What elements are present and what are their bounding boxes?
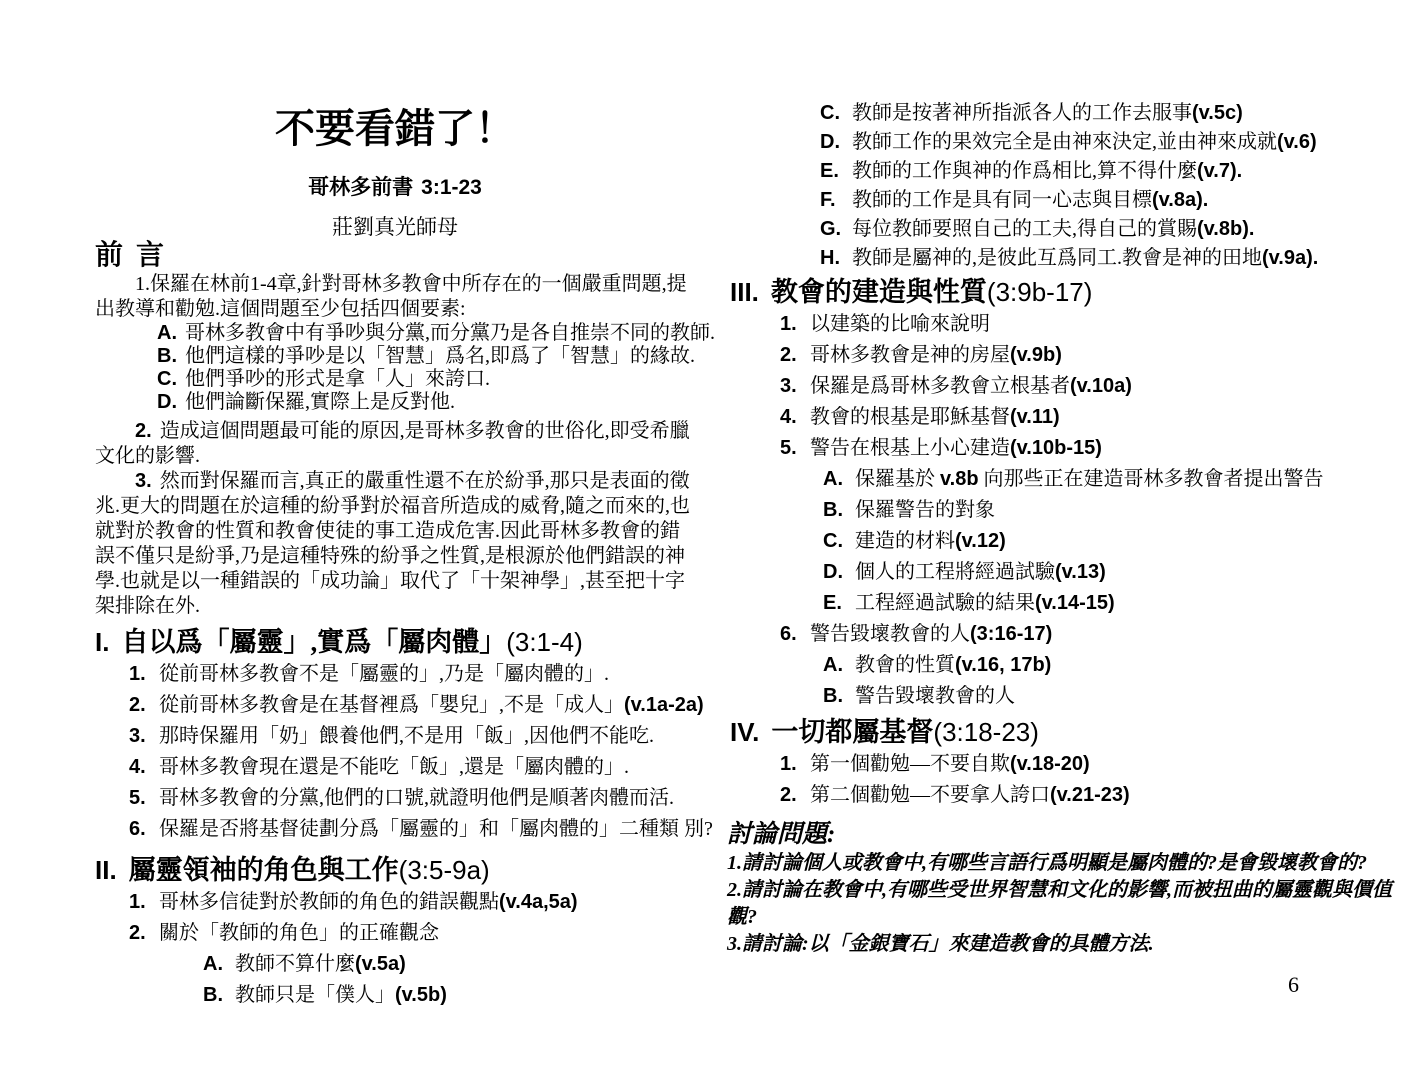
list-item — [95, 787, 695, 809]
list-subitem — [95, 953, 695, 975]
item-text: 建造的材料 — [855, 530, 955, 552]
section-ref: (3:5-9a) — [398, 855, 490, 885]
item-label: 3. — [780, 375, 797, 397]
verse-ref: (v.1a-2a) — [624, 694, 704, 716]
section-ref: (3:9b-17) — [986, 277, 1093, 307]
section-3-list — [727, 313, 1405, 459]
list-subitem — [727, 685, 1405, 707]
list-item — [727, 344, 1405, 366]
discussion-question-2: 2.請討論在教會中,有哪些受世界智慧和文化的影響,而被扭曲的屬靈觀與價值觀? — [727, 879, 1392, 928]
list-item — [727, 313, 1405, 335]
page-number: 6 — [1288, 972, 1299, 997]
item-text: 教師不算什麼 — [235, 953, 355, 975]
section-3-sublist-5 — [727, 468, 1405, 614]
verse-ref: (v.10a) — [1070, 375, 1132, 397]
item-label: C. — [823, 530, 843, 552]
section-3-sublist-6 — [727, 654, 1405, 707]
preface-paragraph-3 — [95, 469, 695, 619]
verse-ref: (v.11) — [1010, 406, 1060, 428]
list-item — [727, 784, 1405, 806]
section-numeral: III. — [730, 277, 759, 307]
list-item — [727, 406, 1405, 428]
list-item — [95, 818, 713, 840]
item-label: D. — [823, 561, 843, 583]
item-label: G. — [820, 218, 842, 240]
item-text: 關於「教師的角色」的正確觀念 — [159, 922, 439, 944]
verse-ref: (v.12) — [955, 530, 1006, 552]
item-label: 4. — [780, 406, 797, 428]
item-label: A. — [203, 953, 223, 975]
section-title: 自以爲「屬靈」,實爲「屬肉體」 — [121, 627, 507, 657]
section-numeral: IV. — [730, 717, 760, 747]
verse-ref: (v.4a,5a) — [499, 891, 578, 913]
item-label: A. — [823, 468, 843, 490]
item-text: 教師工作的果效完全是由神來決定,並由神來成就 — [852, 131, 1277, 153]
item-text: 從前哥林多教會不是「屬靈的」,乃是「屬肉體的」. — [159, 663, 609, 685]
item-text: 以建築的比喻來說明 — [810, 313, 990, 335]
item-label: 1. — [129, 663, 146, 685]
item-text: 保羅是爲哥林多教會立根基者 — [810, 375, 1070, 397]
section-2-heading — [95, 854, 695, 886]
verse-ref: (v.21-23) — [1050, 784, 1130, 806]
section-1-heading — [95, 626, 695, 658]
item-text: 哥林多教會的分黨,他們的口號,就證明他們是順著肉體而活. — [159, 787, 674, 809]
list-subitem — [727, 189, 1405, 211]
list-subitem — [727, 468, 1405, 490]
item-label: B. — [823, 499, 843, 521]
item-text-pre: 保羅基於 — [855, 468, 940, 490]
item-label: 5. — [780, 437, 797, 459]
item-label: C. — [157, 368, 177, 390]
verse-ref: (v.10b-15) — [1010, 437, 1102, 459]
list-subitem — [727, 592, 1405, 614]
verse-ref: v.8b — [940, 468, 979, 490]
item-text: 教師的工作與神的作爲相比,算不得什麼 — [852, 160, 1197, 182]
section-4-heading — [727, 716, 1405, 748]
section-4-list — [727, 753, 1405, 806]
list-subitem — [727, 530, 1405, 552]
discussion-question-3: 3.請討論:以「金銀寶石」來建造教會的具體方法. — [727, 933, 1154, 955]
item-label: 2. — [129, 694, 146, 716]
list-item — [727, 623, 1405, 645]
item-text: 他們這樣的爭吵是以「智慧」爲名,即爲了「智慧」的緣故. — [185, 345, 695, 367]
paragraph-text: 然而對保羅而言,真正的嚴重性還不在於紛爭,那只是表面的徵兆.更大的問題在於這種的紛爭對於福音所造成的威脅,隨之而來的,也就對於教會的性質和教會使徒的事工造成危害.因此哥林多教會的錯誤不僅只是紛爭,乃是這種特殊的紛爭之性質,是根源於他們錯誤的神學.也就是以一種錯誤的「成功論」取代了「十架神學」,甚至把十字架排除在外. — [95, 470, 690, 617]
item-text: 哥林多教會現在還是不能吃「飯」,還是「屬肉體的」. — [159, 756, 629, 778]
preface-heading: 前 言 — [95, 240, 168, 271]
item-text: 他們爭吵的形式是拿「人」來誇口. — [185, 368, 490, 390]
item-text: 工程經過試驗的結果 — [855, 592, 1035, 614]
item-text: 警告毀壞教會的人 — [855, 685, 1015, 707]
verse-ref: (v.9b) — [1010, 344, 1062, 366]
list-item — [95, 391, 695, 414]
list-item — [95, 694, 704, 716]
list-item — [95, 891, 695, 913]
discussion-question-1: 1.請討論個人或教會中,有哪些言語行爲明顯是屬肉體的?是會毀壞教會的? — [727, 852, 1367, 874]
list-subitem — [727, 247, 1405, 269]
paragraph-number: 2. — [135, 420, 152, 442]
list-item — [95, 756, 695, 778]
item-label: 6. — [780, 623, 797, 645]
list-item — [95, 345, 695, 368]
item-text: 警告在根基上小心建造 — [810, 437, 1010, 459]
section-ref: (3:18-23) — [933, 717, 1039, 747]
item-text: 從前哥林多教會是在基督裡爲「嬰兒」,不是「成人」 — [159, 694, 624, 716]
item-label: 2. — [780, 344, 797, 366]
section-1-list — [95, 663, 713, 840]
item-label: D. — [820, 131, 840, 153]
verse-ref: (v.16, 17b) — [955, 654, 1052, 676]
list-item — [727, 375, 1405, 397]
list-subitem — [727, 131, 1405, 153]
section-title: 教會的建造與性質 — [770, 277, 987, 307]
list-subitem — [727, 218, 1405, 240]
item-text: 教師的工作是具有同一心志與目標 — [852, 189, 1152, 211]
item-text: 教師只是「僕人」 — [235, 984, 395, 1006]
author-name: 莊劉真光師母 — [332, 215, 458, 239]
left-column — [95, 0, 715, 1015]
preface-paragraph-1: 1.保羅在林前1-4章,針對哥林多教會中所存在的一個嚴重問題,提出教導和勸勉.這個問題至少包括四個要素: — [95, 273, 687, 320]
item-text: 哥林多教會是神的房屋 — [810, 344, 1010, 366]
item-label: 1. — [780, 313, 797, 335]
section-numeral: I. — [95, 627, 110, 657]
item-label: D. — [157, 391, 177, 413]
item-label: 2. — [129, 922, 146, 944]
verse-ref: (v.9a). — [1262, 247, 1319, 269]
list-subitem — [727, 102, 1405, 124]
verse-ref: (v.14-15) — [1035, 592, 1115, 614]
verse-ref: (v.18-20) — [1010, 753, 1090, 775]
section-2-list-continued — [727, 102, 1405, 269]
section-2-list — [95, 891, 695, 1006]
list-item — [95, 322, 715, 345]
item-text: 教師是屬神的,是彼此互爲同工.教會是神的田地 — [852, 247, 1262, 269]
item-label: 1. — [780, 753, 797, 775]
item-text: 教師是按著神所指派各人的工作去服事 — [852, 102, 1192, 124]
item-text: 警告毀壞教會的人 — [810, 623, 970, 645]
item-label: 5. — [129, 787, 146, 809]
list-item — [727, 437, 1405, 459]
item-text-post: 向那些正在建造哥林多教會者提出警告 — [978, 468, 1324, 490]
item-text: 第二個勸勉—不要拿人誇口 — [810, 784, 1050, 806]
list-subitem — [727, 654, 1405, 676]
section-3-heading — [727, 276, 1405, 308]
item-text: 保羅警告的對象 — [855, 499, 995, 521]
item-text: 他們論斷保羅,實際上是反對他. — [185, 391, 455, 413]
verse-ref: (v.8b). — [1197, 218, 1255, 240]
item-label: 3. — [129, 725, 146, 747]
item-label: A. — [157, 322, 177, 344]
section-title: 屬靈領袖的角色與工作 — [128, 855, 399, 885]
verse-ref: (v.5a) — [355, 953, 406, 975]
verse-ref: (v.6) — [1277, 131, 1317, 153]
scripture-book: 哥林多前書 — [308, 175, 414, 199]
item-text: 那時保羅用「奶」餵養他們,不是用「飯」,因他們不能吃. — [159, 725, 654, 747]
item-label: 2. — [780, 784, 797, 806]
item-label: F. — [820, 189, 836, 211]
item-text: 每位教師要照自己的工夫,得自己的賞賜 — [852, 218, 1197, 240]
scripture-reference — [95, 175, 695, 200]
item-label: E. — [823, 592, 842, 614]
item-label: C. — [820, 102, 840, 124]
verse-ref: (v.7). — [1197, 160, 1243, 182]
item-label: H. — [820, 247, 840, 269]
item-label: B. — [157, 345, 177, 367]
verse-ref: (3:16-17) — [970, 623, 1053, 645]
right-column — [727, 0, 1405, 958]
section-numeral: II. — [95, 855, 117, 885]
preface-list — [95, 322, 715, 414]
item-label: 4. — [129, 756, 146, 778]
preface-paragraph-2 — [95, 419, 695, 469]
item-text: 保羅是否將基督徒劃分爲「屬靈的」和「屬肉體的」二種類 別? — [159, 818, 713, 840]
item-text: 第一個勸勉—不要自欺 — [810, 753, 1010, 775]
list-item — [95, 368, 695, 391]
list-item — [95, 725, 695, 747]
section-title: 一切都屬基督 — [771, 717, 934, 747]
paragraph-number: 3. — [135, 470, 152, 492]
item-label: A. — [823, 654, 843, 676]
item-label: E. — [820, 160, 839, 182]
item-text: 哥林多信徒對於教師的角色的錯誤觀點 — [159, 891, 499, 913]
item-text: 教會的性質 — [855, 654, 955, 676]
section-ref: (3:1-4) — [506, 627, 583, 657]
verse-ref: (v.5c) — [1192, 102, 1243, 124]
list-item — [95, 922, 695, 944]
document-title: 不要看錯了！ — [275, 106, 515, 151]
item-text: 哥林多教會中有爭吵與分黨,而分黨乃是各自推崇不同的教師. — [185, 322, 715, 344]
list-subitem — [727, 499, 1405, 521]
item-label: 6. — [129, 818, 146, 840]
item-text: 教會的根基是耶穌基督 — [810, 406, 1010, 428]
item-label: 1. — [129, 891, 146, 913]
scripture-verses: 3:1-23 — [421, 176, 482, 199]
list-item — [727, 753, 1405, 775]
item-label: B. — [823, 685, 843, 707]
list-subitem — [727, 561, 1405, 583]
list-subitem — [95, 984, 695, 1006]
list-subitem — [727, 160, 1405, 182]
item-label: B. — [203, 984, 223, 1006]
paragraph-text: 造成這個問題最可能的原因,是哥林多教會的世俗化,即受希臘文化的影響. — [95, 420, 690, 467]
verse-ref: (v.5b) — [395, 984, 447, 1006]
list-item — [95, 663, 695, 685]
verse-ref: (v.13) — [1055, 561, 1106, 583]
verse-ref: (v.8a). — [1152, 189, 1209, 211]
item-text: 個人的工程將經過試驗 — [855, 561, 1055, 583]
discussion-heading: 討論問題: — [727, 821, 836, 848]
